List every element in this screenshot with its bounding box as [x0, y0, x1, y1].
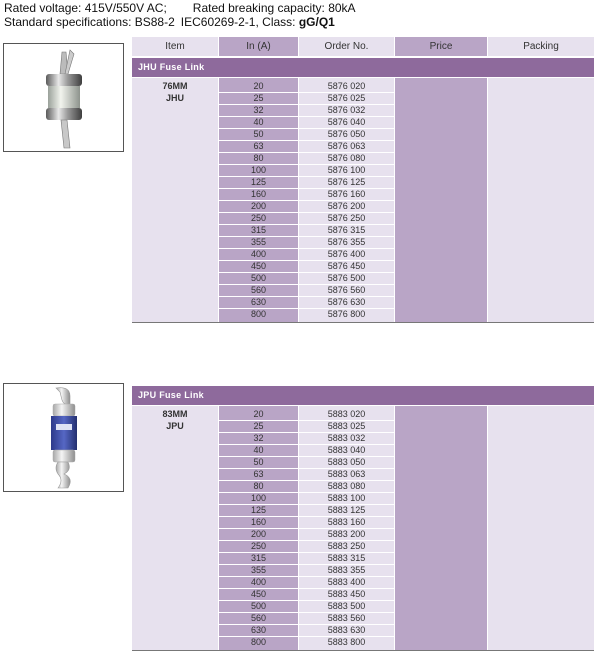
cell-order-no: 5876 630: [327, 297, 366, 307]
cell-in-amps: 355: [250, 237, 267, 247]
cell-order-no: 5876 200: [327, 201, 366, 211]
cell-in-amps: 630: [250, 297, 267, 307]
cell-order-no: 5876 032: [327, 105, 366, 115]
cell-in-amps: 100: [250, 493, 267, 503]
class-label: Class:: [262, 15, 296, 29]
cell-in-amps: 40: [253, 117, 264, 127]
cell-in-amps: 560: [250, 613, 267, 623]
cell-in-amps: 160: [250, 189, 267, 199]
cell-order-no: 5876 450: [327, 261, 366, 271]
jpu-fuse-image: [3, 383, 124, 492]
cell-order-no: 5876 560: [327, 285, 366, 295]
cell-order-no: 5883 250: [327, 541, 366, 551]
item-spec-line: JHU: [165, 93, 184, 103]
cell-in-amps: 160: [250, 517, 267, 527]
cell-order-no: 5876 020: [327, 81, 366, 91]
column-bg-packing: [488, 406, 594, 650]
column-header-packing: Packing: [523, 41, 559, 52]
cell-in-amps: 800: [250, 309, 267, 319]
cell-in-amps: 560: [250, 285, 267, 295]
cell-order-no: 5883 025: [327, 421, 366, 431]
cell-in-amps: 20: [253, 409, 264, 419]
cell-order-no: 5883 032: [327, 433, 366, 443]
cell-order-no: 5876 063: [327, 141, 366, 151]
column-header-item: Item: [165, 41, 185, 52]
class-value: gG/Q1: [298, 15, 335, 29]
cell-order-no: 5883 020: [327, 409, 366, 419]
cell-order-no: 5876 315: [327, 225, 366, 235]
cell-order-no: 5883 125: [327, 505, 366, 515]
cell-in-amps: 50: [253, 129, 264, 139]
cell-order-no: 5883 400: [327, 577, 366, 587]
cell-order-no: 5876 050: [327, 129, 366, 139]
cell-order-no: 5876 355: [327, 237, 366, 247]
section-bottom-rule: [132, 650, 594, 651]
cell-order-no: 5883 560: [327, 613, 366, 623]
column-bg-item: [132, 78, 218, 322]
cell-in-amps: 250: [250, 213, 267, 223]
jpu-fuse-illustration: [4, 384, 123, 491]
cell-in-amps: 315: [250, 225, 267, 235]
cell-order-no: 5883 630: [327, 625, 366, 635]
cell-in-amps: 25: [253, 93, 264, 103]
column-header-price: Price: [429, 41, 453, 52]
cell-order-no: 5883 063: [327, 469, 366, 479]
column-bg-price: [395, 406, 487, 650]
item-spec-line: 76MM: [162, 81, 188, 91]
standard-line: [4, 15, 335, 29]
cell-in-amps: 800: [250, 637, 267, 647]
cell-in-amps: 40: [253, 445, 264, 455]
cell-in-amps: 355: [250, 565, 267, 575]
item-spec-line: JPU: [166, 421, 184, 431]
cell-in-amps: 250: [250, 541, 267, 551]
section-title: JHU Fuse Link: [132, 58, 594, 77]
iec-spec: IEC60269-2-1,: [180, 15, 259, 29]
cell-in-amps: 125: [250, 177, 267, 187]
cell-order-no: 5883 315: [327, 553, 366, 563]
cell-in-amps: 50: [253, 457, 264, 467]
standard-spec: Standard specifications: BS88-2: [4, 15, 175, 29]
cell-in-amps: 500: [250, 601, 267, 611]
cell-in-amps: 100: [250, 165, 267, 175]
column-bg-item: [132, 406, 218, 650]
cell-in-amps: 315: [250, 553, 267, 563]
cell-order-no: 5883 160: [327, 517, 366, 527]
cell-order-no: 5883 050: [327, 457, 366, 467]
item-spec-line: 83MM: [162, 409, 188, 419]
cell-order-no: 5883 040: [327, 445, 366, 455]
cell-in-amps: 400: [250, 249, 267, 259]
cell-in-amps: 63: [253, 469, 264, 479]
cell-in-amps: 32: [253, 105, 264, 115]
column-bg-price: [395, 78, 487, 322]
cell-order-no: 5883 100: [327, 493, 366, 503]
cell-in-amps: 200: [250, 529, 267, 539]
cell-order-no: 5876 800: [327, 309, 366, 319]
cell-in-amps: 80: [253, 153, 264, 163]
cell-in-amps: 450: [250, 261, 267, 271]
cell-in-amps: 200: [250, 201, 267, 211]
cell-in-amps: 25: [253, 421, 264, 431]
cell-in-amps: 63: [253, 141, 264, 151]
rated-voltage: Rated voltage: 415V/550V AC;: [4, 1, 167, 15]
cell-order-no: 5883 500: [327, 601, 366, 611]
cell-in-amps: 80: [253, 481, 264, 491]
cell-order-no: 5883 200: [327, 529, 366, 539]
cell-in-amps: 400: [250, 577, 267, 587]
cell-order-no: 5876 400: [327, 249, 366, 259]
cell-order-no: 5876 080: [327, 153, 366, 163]
cell-order-no: 5876 250: [327, 213, 366, 223]
column-header-order-no: Order No.: [324, 41, 369, 52]
cell-in-amps: 32: [253, 433, 264, 443]
column-bg-packing: [488, 78, 594, 322]
cell-in-amps: 125: [250, 505, 267, 515]
rating-line: [4, 1, 356, 15]
cell-order-no: 5883 080: [327, 481, 366, 491]
rated-breaking-capacity: Rated breaking capacity: 80kA: [192, 1, 356, 15]
jhu-fuse-image: [3, 43, 124, 152]
cell-in-amps: 20: [253, 81, 264, 91]
section-bottom-rule: [132, 322, 594, 323]
cell-in-amps: 450: [250, 589, 267, 599]
cell-order-no: 5883 800: [327, 637, 366, 647]
cell-in-amps: 500: [250, 273, 267, 283]
cell-order-no: 5876 125: [327, 177, 366, 187]
cell-order-no: 5876 500: [327, 273, 366, 283]
cell-order-no: 5876 025: [327, 93, 366, 103]
cell-order-no: 5883 355: [327, 565, 366, 575]
cell-in-amps: 630: [250, 625, 267, 635]
cell-order-no: 5876 160: [327, 189, 366, 199]
cell-order-no: 5883 450: [327, 589, 366, 599]
jhu-fuse-illustration: [4, 44, 123, 151]
column-header-in: In (A): [246, 41, 271, 52]
cell-order-no: 5876 040: [327, 117, 366, 127]
section-title: JPU Fuse Link: [132, 386, 594, 405]
cell-order-no: 5876 100: [327, 165, 366, 175]
